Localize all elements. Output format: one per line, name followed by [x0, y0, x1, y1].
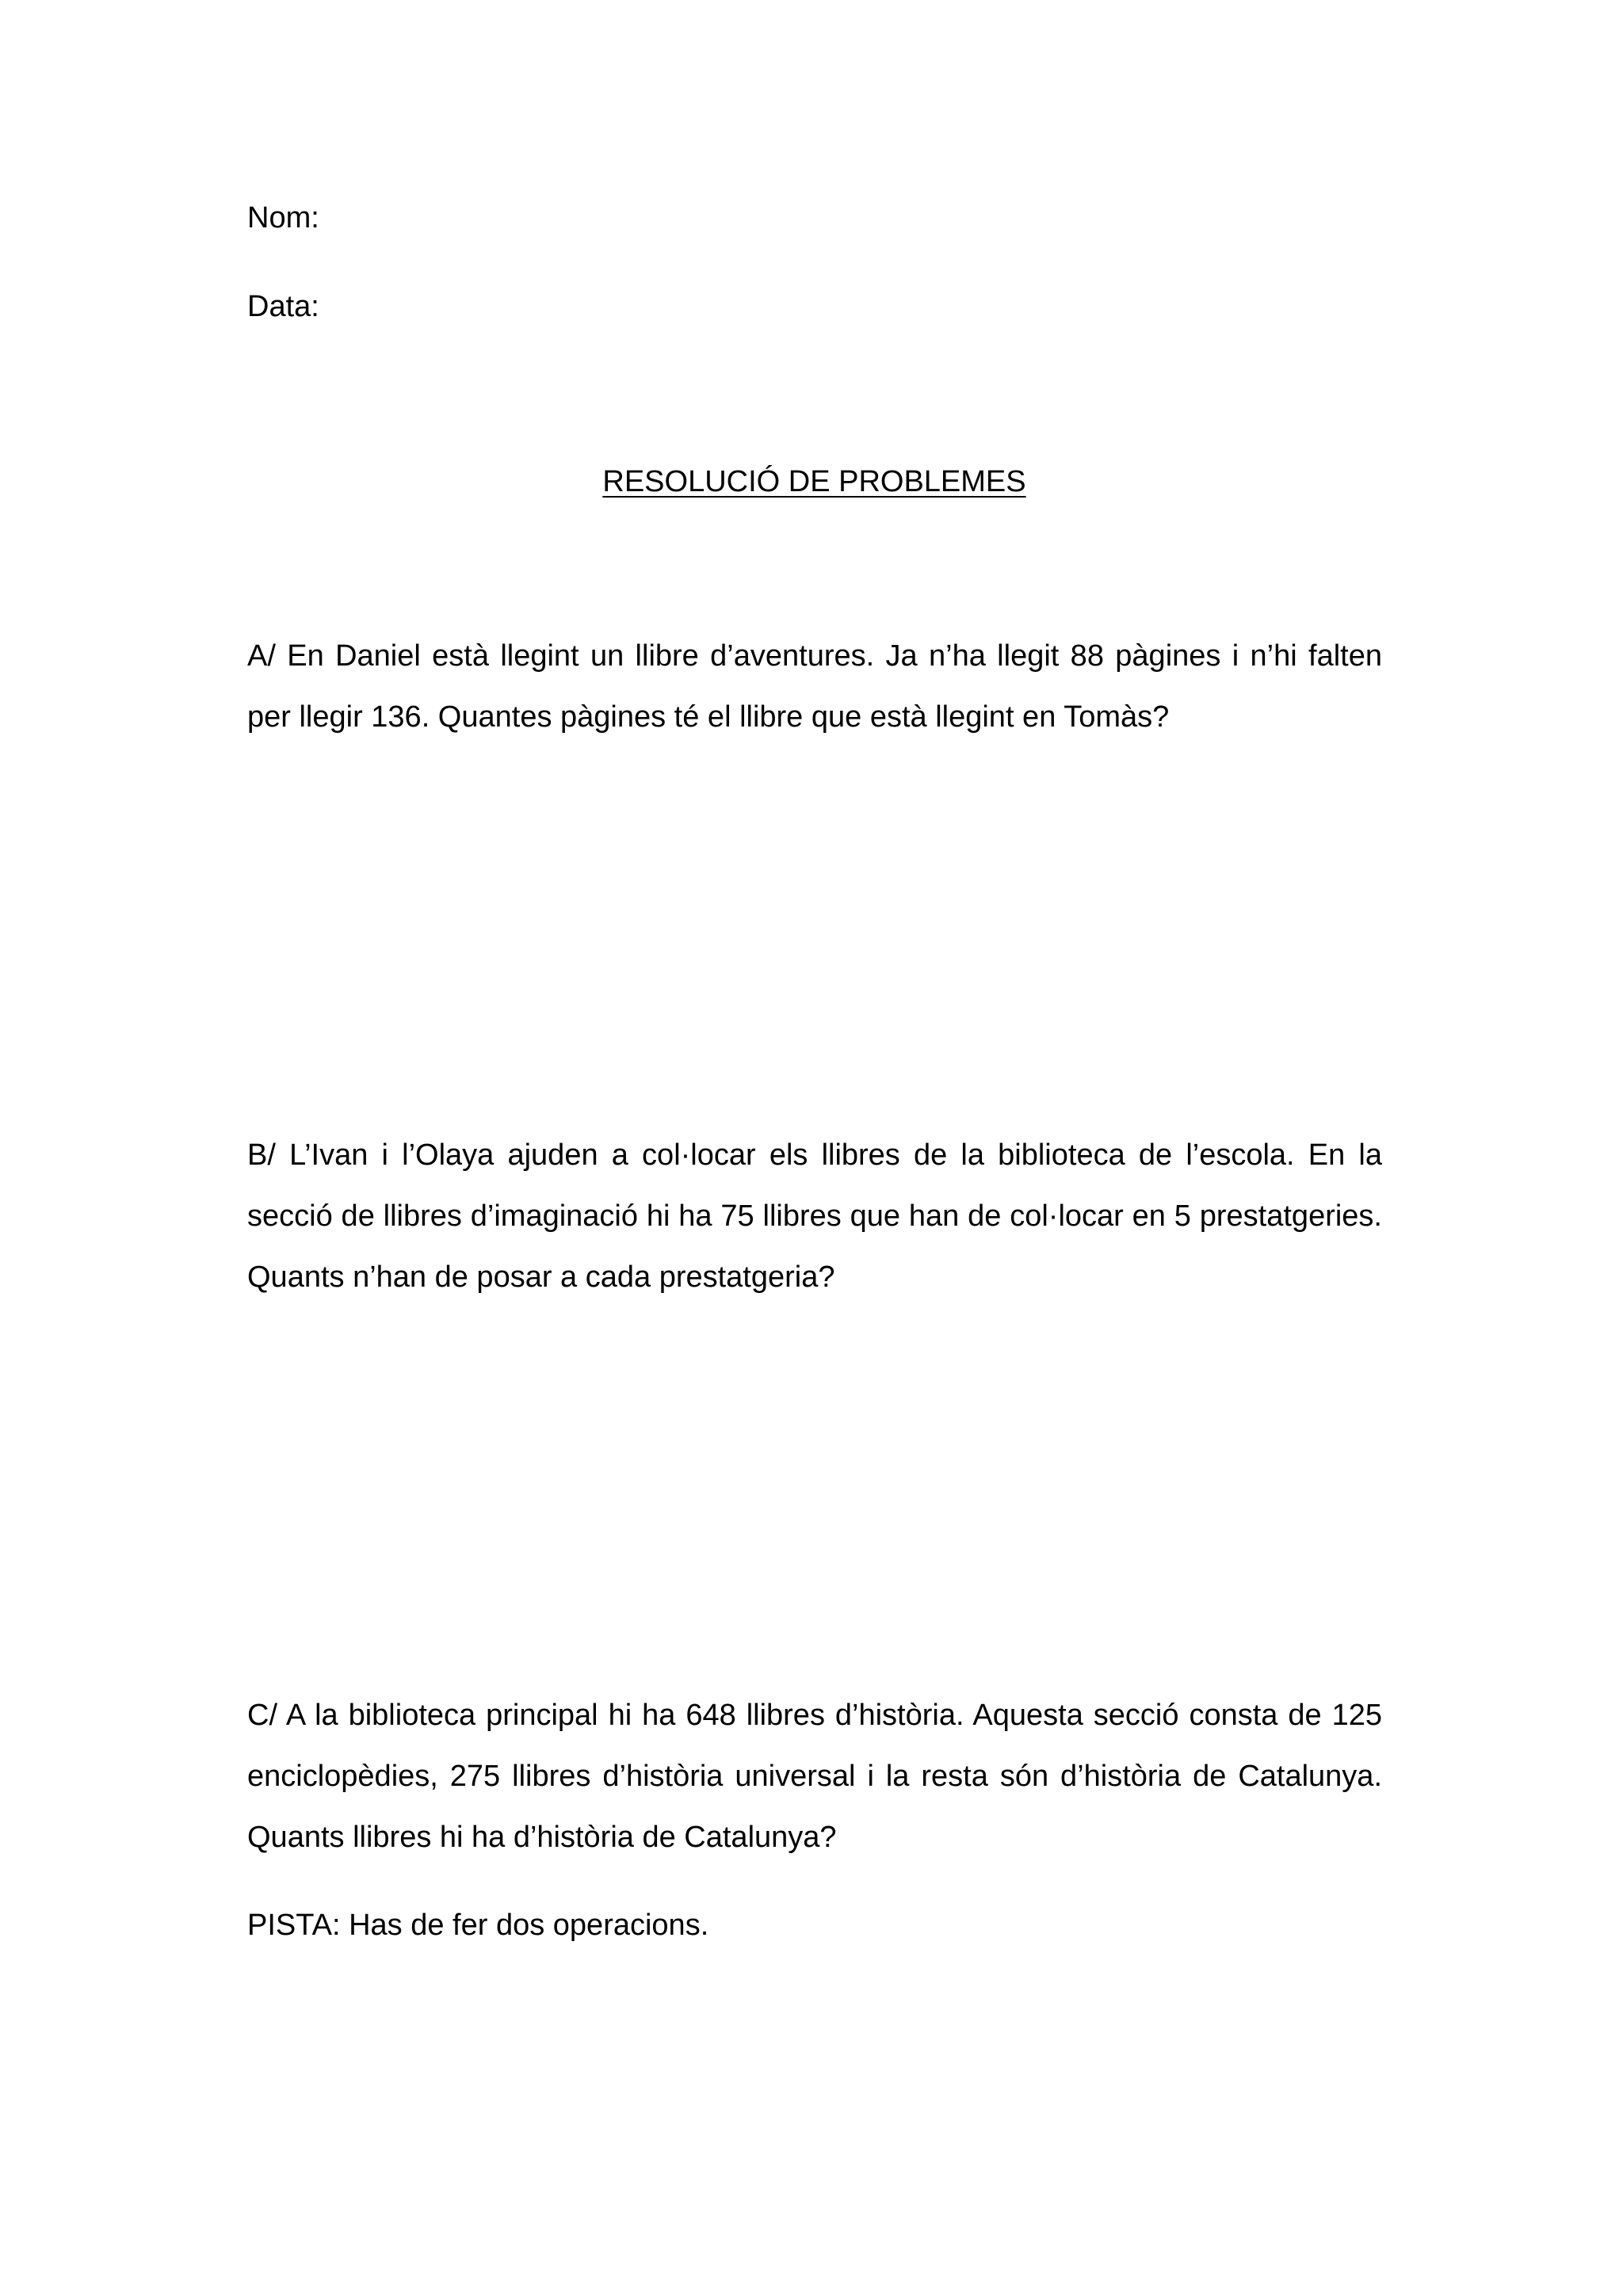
- problem-c: C/ A la biblioteca principal hi ha 648 llibres d’història. Aquesta secció consta de 125 enciclopèdies, 275 llibres d’història universal i la resta són d’història de Catalunya. Quants llibres hi ha d’història de Catalunya?: [247, 1699, 1382, 1854]
- problem-a: A/ En Daniel està llegint un llibre d’aventures. Ja n’ha llegit 88 pàgines i n’hi falten per llegir 136. Quantes pàgines té el llibre que està llegint en Tomàs?: [247, 639, 1382, 734]
- page-title: RESOLUCIÓ DE PROBLEMES: [602, 465, 1026, 498]
- problem-b: B/ L’Ivan i l’Olaya ajuden a col·locar els llibres de la biblioteca de l’escola. En la secció de llibres d’imaginació hi ha 75 llibres que han de col·locar en 5 prestatgeries. Quants n’han de posar a cada prestatgeria?: [247, 1138, 1382, 1294]
- name-label: Nom:: [247, 201, 319, 235]
- date-label: Data:: [247, 290, 319, 323]
- hint-text: PISTA: Has de fer dos operacions.: [247, 1909, 709, 1942]
